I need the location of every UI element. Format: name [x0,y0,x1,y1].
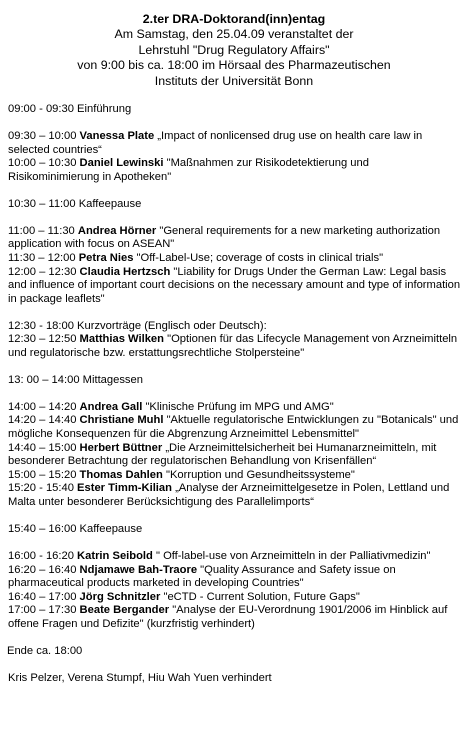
absent-speakers: Kris Pelzer, Verena Stumpf, Hiu Wah Yuen verhindert [8,671,272,684]
spacer [8,117,461,130]
item-title: " Off-label-use von Arzneimitteln in der Palliativmedizin" [152,550,431,562]
item-speaker: Daniel Lewinski [79,157,164,170]
item-title: "Optionen für das Lifecycle Management von Arzneimitteln und regulatorische bzw. erstattungsrechtliche Stolpersteine" [8,333,458,359]
spacer [8,306,461,319]
item-time: 14:40 – 15:00 [8,441,80,454]
event-institute-line: Instituts der Universität Bonn [154,73,314,88]
item-title: "Korruption und Gesundheitssysteme" [162,468,355,481]
item-time: 12:30 – 12:50 [8,333,80,346]
item-time: 11:00 – 11:30 [8,224,78,237]
item-time: 12:30 - 18:00 [8,319,78,332]
item-time: 15:00 – 15:20 [8,468,80,481]
item-speaker: Claudia Hertzsch [79,265,171,278]
program-item [8,564,461,591]
spacer [7,659,461,672]
item-speaker: Ndjamawe Bah-Traore [79,563,198,576]
item-title: "Liability for Drugs Under the German Law: Legal basis and influence of important court decisions on the necessary amount and type of information in package leaflets" [8,265,461,305]
item-time: 14:20 – 14:40 [8,414,80,427]
program-item [8,130,461,157]
program-item [8,198,461,212]
item-time: 16:20 – 16:40 [8,563,80,576]
item-speaker: Thomas Dahlen [79,468,163,481]
item-time: 16:40 – 17:00 [8,590,80,603]
program-item [8,333,461,360]
item-time: 10:30 – 11:00 [8,197,79,210]
program-item [8,157,461,184]
program-item [8,591,461,605]
document-header [7,0,461,89]
item-speaker: Andrea Gall [79,400,143,413]
program-item [8,225,461,252]
program-item [8,442,461,469]
item-speaker: Vanessa Plate [79,130,155,143]
program-item [8,266,461,307]
item-time: 12:00 – 12:30 [8,265,80,278]
item-speaker: Petra Nies [78,251,134,264]
item-title: Kurzvorträge (Englisch oder Deutsch): [77,319,267,332]
program-item [8,604,461,631]
item-title: Einführung [77,103,132,116]
item-title: „Die Arzneimittelsicherheit bei Humanarzneimitteln, mit besonderer Betrachtung der regulatorischen Behandlung von Krisenfällen“ [8,441,437,468]
spacer [8,387,461,400]
spacer [8,211,461,224]
item-title: Kaffeepause [79,523,143,536]
item-time: 13: 00 – 14:00 [8,373,83,386]
item-title: "Off-Label-Use; coverage of costs in clinical trials" [133,251,384,264]
event-date-line: Am Samstag, den 25.04.09 veranstaltet der [114,27,354,42]
item-time: 14:00 – 14:20 [8,400,80,413]
event-title: 2.ter DRA-Doktorand(inn)entag [142,12,326,26]
item-title: "Quality Assurance and Safety issue on pharmaceutical products marketed in developing Countries" [8,563,396,590]
program-item [8,482,461,509]
item-speaker: Herbert Büttner [79,441,163,454]
program-item [8,469,461,483]
item-time: 16:00 - 16:20 [8,550,78,562]
item-speaker: Ester Timm-Kilian [77,482,172,495]
event-host-line: Lehrstuhl "Drug Regulatory Affairs" [138,42,330,57]
item-title: "Maßnahmen zur Risikodetektierung und Risikominimierung in Apotheken" [8,157,369,183]
item-speaker: Christiane Muhl [79,414,164,427]
item-time: 09:00 - 09:30 [8,103,78,116]
item-speaker: Matthias Wilken [79,333,164,346]
item-title: "eCTD - Current Solution, Future Gaps" [160,590,360,603]
event-time-place-line: von 9:00 bis ca. 18:00 im Hörsaal des Pharmazeutischen [77,58,391,73]
spacer [8,510,461,523]
item-time: 15:40 – 16:00 [8,523,80,536]
item-time: 17:00 – 17:30 [8,604,80,617]
item-title: Mittagessen [82,373,143,386]
item-title: "Analyse der EU-Verordnung 1901/2006 im Hinblick auf offene Fragen und Defizite" (kurzfristig verhindert) [8,604,448,630]
item-title: "Aktuelle regulatorische Entwicklungen zu "Botanicals" und mögliche Konsequenzen für die Abgrenzung Arzneimittel Lebensmittel" [8,414,459,441]
item-time: 15:20 - 15:40 [8,482,78,495]
item-time: 09:30 – 10:00 [8,130,80,143]
program-item [8,414,461,441]
spacer [8,361,461,374]
item-time: 10:00 – 10:30 [8,157,80,170]
program-item [8,252,461,266]
end-time: Ende ca. 18:00 [7,644,83,657]
spacer [8,184,461,197]
item-title: "Klinische Prüfung im MPG und AMG" [142,400,334,413]
program-item [8,550,461,564]
program-item [8,401,461,415]
item-speaker: Andrea Hörner [77,224,157,237]
item-speaker: Katrin Seibold [77,550,153,562]
program-item [8,103,461,117]
item-time: 11:30 – 12:00 [8,251,79,264]
item-title: Kaffeepause [78,197,142,210]
item-speaker: Beate Bergander [79,604,170,617]
program-list [7,103,461,632]
program-item [8,374,461,388]
program-item [8,523,461,537]
item-title: „Analyse der Arzneimittelgesetze in Polen, Lettland und Malta unter besonderer Berücksichtigung des Parallelimports“ [8,482,450,509]
program-item [8,320,461,334]
item-speaker: Jörg Schnitzler [79,590,161,603]
item-title: "General requirements for a new marketing authorization application with focus on ASEAN" [8,224,441,251]
spacer [7,632,461,645]
spacer [8,537,461,550]
item-title: „Impact of nonlicensed drug use on health care law in selected countries“ [8,130,423,156]
